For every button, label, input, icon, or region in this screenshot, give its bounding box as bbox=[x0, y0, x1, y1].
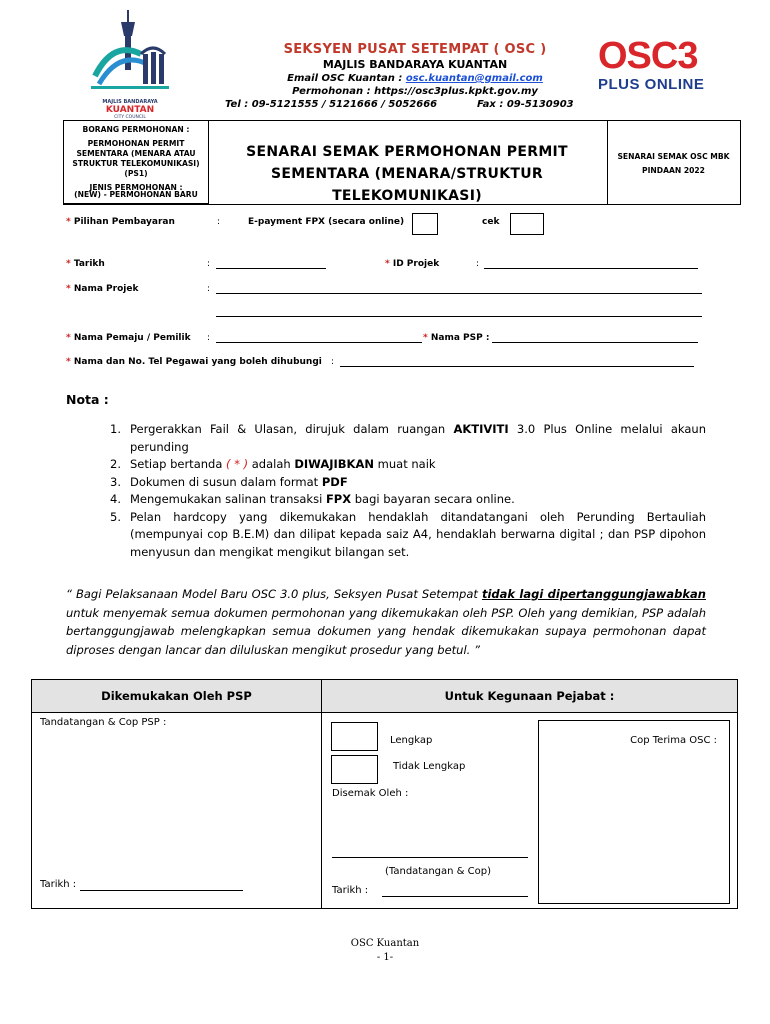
required-mark: * bbox=[66, 284, 71, 294]
pemaju-label bbox=[66, 333, 191, 343]
fax-line: Fax : 09-5130903 bbox=[477, 99, 574, 110]
nota-num: 4. bbox=[110, 492, 121, 506]
nota-text bbox=[130, 491, 515, 509]
nota-text: Pelan hardcopy yang dikemukakan hendaklah ditandatangani oleh Perunding Bertauliah (mempunyai cop B.E.M) dan dilipat kepada saiz A4, hendaklah berwarna digital ; dan PSP dipohon menyusun dan mengikat mengikut bilangan set. bbox=[130, 509, 706, 559]
pemaju-input[interactable] bbox=[216, 342, 422, 343]
nama-projek-input[interactable] bbox=[216, 293, 702, 294]
nota-num: 3. bbox=[110, 474, 121, 489]
nota-item bbox=[110, 456, 706, 474]
nota-item bbox=[110, 491, 706, 509]
osc3-logo-sub: PLUS ONLINE bbox=[598, 76, 705, 93]
nama-projek-input-line2[interactable] bbox=[216, 316, 702, 317]
payment-label bbox=[66, 217, 175, 227]
quote-post: untuk menyemak semua dokumen permohonan yang dikemukakan oleh PSP. Oleh yang demikian, PSP adalah bertanggungjawab melengkapkan semua dokumen yang hendak dikemukakan supaya permohonan dapat diproses dengan lancar dan diluluskan mengikut prosedur yang betul. ” bbox=[66, 605, 706, 657]
logo-caption-2: KUANTAN bbox=[105, 105, 155, 115]
nota-item bbox=[110, 421, 706, 456]
nota-text-pre: Mengemukakan salinan transaksi bbox=[130, 492, 326, 506]
nota-text-bold: FPX bbox=[325, 492, 352, 506]
required-mark: * bbox=[66, 357, 71, 367]
tarikh-label bbox=[66, 259, 105, 269]
footer-office: OSC Kuantan bbox=[350, 938, 420, 949]
id-projek-label-text: ID Projek bbox=[392, 259, 440, 269]
id-projek-label bbox=[385, 259, 439, 269]
osc3-logo-main: OSC3 bbox=[598, 35, 698, 77]
ref-line2: PINDAAN 2022 bbox=[642, 166, 705, 175]
lengkap-checkbox[interactable] bbox=[331, 722, 378, 751]
required-mark: * bbox=[66, 259, 71, 269]
nota-text-bold: DIWAJIBKAN bbox=[294, 457, 374, 471]
nota-text-bold: AKTIVITI bbox=[453, 422, 509, 436]
council-name: MAJLIS BANDARAYA KUANTAN bbox=[322, 58, 508, 71]
osc3-logo bbox=[598, 36, 733, 101]
required-mark: * bbox=[385, 259, 390, 269]
title-cell bbox=[207, 120, 608, 205]
tandatangan-cop-label: (Tandatangan & Cop) bbox=[385, 866, 492, 877]
nota-heading: Nota : bbox=[66, 392, 109, 407]
ref-line1: SENARAI SEMAK OSC MBK bbox=[617, 152, 730, 161]
nota-text bbox=[130, 421, 706, 456]
page-number: - 1- bbox=[376, 952, 394, 963]
tarikh-right-input[interactable] bbox=[382, 896, 528, 897]
permohonan-line: Permohonan : https://osc3plus.kpkt.gov.my bbox=[292, 86, 538, 97]
signature-table bbox=[31, 679, 738, 909]
form-title-line1: SENARAI SEMAK PERMOHONAN PERMIT bbox=[246, 144, 568, 160]
nota-text-pre: Setiap bertanda bbox=[130, 457, 227, 471]
disemak-oleh-label: Disemak Oleh : bbox=[332, 788, 409, 799]
nota-list bbox=[110, 421, 706, 561]
nota-text-post: bagi bayaran secara online. bbox=[351, 492, 515, 506]
signature-label: Tandatangan & Cop PSP : bbox=[40, 717, 167, 728]
nama-projek-label bbox=[66, 284, 138, 294]
colon: : bbox=[207, 333, 211, 343]
nota-text-pre: Dokumen di susun dalam format bbox=[130, 474, 322, 489]
tower-emblem-icon bbox=[85, 10, 175, 95]
psp-label bbox=[423, 333, 489, 343]
id-projek-input[interactable] bbox=[484, 268, 698, 269]
pegawai-input[interactable] bbox=[340, 366, 694, 367]
cop-terima-box bbox=[538, 720, 730, 904]
nota-text-post: muat naik bbox=[374, 457, 436, 471]
left-header: Dikemukakan Oleh PSP bbox=[101, 689, 252, 703]
tarikh-left-label: Tarikh : bbox=[40, 879, 77, 890]
tidak-lengkap-checkbox[interactable] bbox=[331, 755, 378, 784]
jenis-label: JENIS PERMOHONAN : bbox=[89, 183, 183, 192]
form-title-line2: SEMENTARA (MENARA/STRUKTUR TELEKOMUNIKASI) bbox=[271, 166, 543, 204]
cek-checkbox[interactable] bbox=[510, 213, 544, 235]
nota-text bbox=[130, 456, 436, 474]
fpx-option-label: E-payment FPX (secara online) bbox=[248, 217, 405, 227]
colon: : bbox=[331, 357, 335, 367]
ref-cell bbox=[607, 120, 741, 205]
nota-num: 1. bbox=[110, 422, 121, 436]
nota-num: 2. bbox=[110, 457, 121, 471]
borang-value: PERMOHONAN PERMIT SEMENTARA (MENARA ATAU STRUKTUR TELEKOMUNIKASI) (PS1) bbox=[72, 139, 200, 178]
nota-item bbox=[110, 474, 706, 492]
psp-label-text: Nama PSP : bbox=[430, 333, 490, 343]
fpx-checkbox[interactable] bbox=[412, 213, 438, 235]
payment-label-text: Pilihan Pembayaran bbox=[73, 217, 175, 227]
nota-num: 5. bbox=[110, 509, 121, 524]
council-logo bbox=[85, 10, 175, 122]
email-label: Email OSC Kuantan : bbox=[287, 73, 406, 84]
quote-pre: “ Bagi Pelaksanaan Model Baru OSC 3.0 plus, Seksyen Pusat Setempat bbox=[66, 587, 482, 601]
colon: : bbox=[207, 284, 211, 294]
nota-text-post: 3.0 Plus Online melalui akaun perunding bbox=[130, 422, 706, 454]
pegawai-label-text: Nama dan No. Tel Pegawai yang boleh dihubungi bbox=[73, 357, 322, 367]
tarikh-input[interactable] bbox=[216, 268, 326, 269]
tarikh-right-label: Tarikh : bbox=[332, 885, 369, 896]
pemaju-label-text: Nama Pemaju / Pemilik bbox=[73, 333, 191, 343]
nota-required-mark: ( * ) bbox=[226, 457, 249, 471]
required-mark: * bbox=[66, 333, 71, 343]
disemak-signature-line[interactable] bbox=[332, 857, 528, 858]
office-title: SEKSYEN PUSAT SETEMPAT ( OSC ) bbox=[283, 42, 547, 57]
email-link[interactable]: osc.kuantan@gmail.com bbox=[405, 73, 543, 84]
nama-projek-label-text: Nama Projek bbox=[73, 284, 139, 294]
pegawai-label bbox=[66, 357, 322, 367]
cop-terima-label: Cop Terima OSC : bbox=[630, 735, 717, 746]
lengkap-label: Lengkap bbox=[390, 735, 433, 746]
jenis-value-cell bbox=[63, 189, 209, 204]
logo-caption-3: CITY COUNCIL bbox=[114, 115, 146, 120]
logo-caption-1: MAJLIS BANDARAYA bbox=[102, 99, 158, 105]
nota-text-pre: Pergerakkan Fail & Ulasan, dirujuk dalam ruangan bbox=[130, 422, 454, 436]
tarikh-label-text: Tarikh bbox=[73, 259, 105, 269]
quote-bold: tidak lagi dipertanggungjawabkan bbox=[481, 587, 706, 601]
jenis-value: (NEW) - PERMOHONAN BARU bbox=[74, 190, 198, 199]
borang-label: BORANG PERMOHONAN : bbox=[82, 125, 190, 134]
tidak-lengkap-label: Tidak Lengkap bbox=[393, 761, 466, 772]
nota-item bbox=[110, 509, 706, 562]
nota-text bbox=[130, 474, 348, 492]
disclaimer-quote bbox=[66, 585, 706, 659]
colon: : bbox=[476, 259, 480, 269]
colon: : bbox=[217, 217, 221, 227]
nota-text-mid: adalah bbox=[248, 457, 295, 471]
tel-line: Tel : 09-5121555 / 5121666 / 5052666 bbox=[225, 99, 438, 110]
tarikh-left-input[interactable] bbox=[80, 890, 243, 891]
psp-input[interactable] bbox=[492, 342, 698, 343]
cek-label: cek bbox=[482, 217, 500, 227]
table-divider bbox=[321, 680, 322, 908]
email-line bbox=[225, 73, 605, 84]
right-header: Untuk Kegunaan Pejabat : bbox=[444, 689, 615, 703]
nota-text-bold: PDF bbox=[321, 474, 348, 489]
required-mark: * bbox=[423, 333, 428, 343]
required-mark: * bbox=[66, 217, 71, 227]
colon: : bbox=[207, 259, 211, 269]
